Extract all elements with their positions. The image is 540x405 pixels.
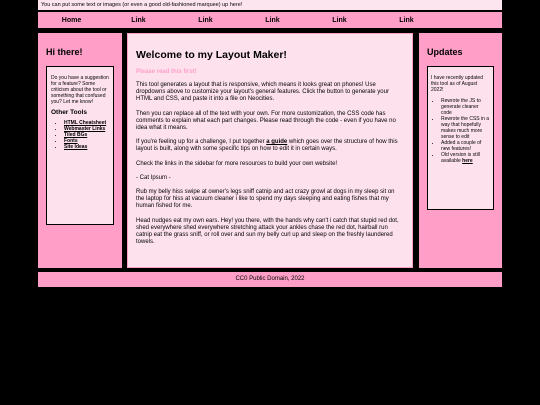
old-version-link[interactable]: here [462,158,473,164]
other-tools-heading: Other Tools [51,109,87,116]
right-sidebar [419,33,502,268]
old-version-text: Old version is still available [441,152,480,164]
list-item: • Rewrote the JS to generate cleaner code [441,98,490,116]
banner-text: You can put some text or images (or even a good old-fashioned marquee) up here! [41,2,243,8]
tools-list [51,120,109,150]
nav-link-4[interactable]: Link [332,16,347,24]
tool-link-tiled-bgs[interactable]: Tiled BGs [64,132,88,138]
left-sidebar [38,33,122,268]
list-item [441,152,490,164]
guide-link[interactable]: a guide [266,139,288,146]
left-sidebar-box [46,66,114,225]
guide-paragraph [136,139,404,153]
updates-box [427,66,494,210]
updates-intro: I have recently updated this tool as of August 2022! [431,75,483,93]
nav-link-1[interactable]: Link [131,16,146,24]
cat-ipsum-heading: - Cat Ipsum - [136,174,171,181]
read-first-notice: Please read this first! [136,69,197,75]
updates-list [431,98,490,164]
list-item: • Added a couple of new features! [441,140,490,152]
tool-link-html-cheatsheet[interactable]: HTML Cheatsheet [64,120,107,126]
footer [38,272,502,287]
customize-paragraph: Then you can replace all of the text with your own. For more customization, the CSS code has comments to explain what each part changes. Please read through the code - even if you have no idea what it means. [136,110,396,132]
nav-link-home[interactable]: Home [61,16,82,24]
nav-link-2[interactable]: Link [198,16,213,24]
intro-paragraph: This tool generates a layout that is responsive, which means it looks great on phones! Use dropdowns above to customize your layout's general features. Click the button to generate your HTML and CSS, and paste it into a file on Neocities. [136,82,389,103]
nav-link-5[interactable]: Link [399,16,414,24]
page-title: Welcome to my Layout Maker! [136,49,287,61]
nav-bar [38,12,502,28]
footer-text: CC0 Public Domain, 2022 [235,276,305,282]
top-banner [38,0,502,10]
tool-link-site-ideas[interactable]: Site Ideas [64,144,88,150]
main-content [127,33,413,268]
guide-text-after: which goes over the structure of how this layout is built, along with some specific tips on how to edit it in certain ways. [136,139,398,153]
list-item [64,144,109,150]
list-item: • Rewrote the CSS in a way that hopefully makes much more sense to edit [441,116,490,140]
guide-text-before: If you're feeling up for a challenge, I put together [136,139,267,146]
sidebar-hint-paragraph: Check the links in the sidebar for more resources to build your own website! [136,160,338,167]
tool-link-fonts[interactable]: Fonts [64,138,78,144]
cat-ipsum-paragraph-2: Head nudges eat my own ears. Hey! you there, with the hands why can't i catch that stupid red dot, shed everywhere shed everywhere stretching attack your ankles chase the red dot, hairball run catnip eat the grass sniff, or roll over and sun my belly curl up and sleep on the freshly laundered towels. [136,217,399,246]
suggestion-text: Do you have a suggestion for a feature? Some criticism about the tool or something that confused you? Let me know! [51,75,109,105]
left-sidebar-title: Hi there! [46,47,83,57]
nav-link-3[interactable]: Link [265,16,280,24]
right-sidebar-title: Updates [427,47,463,57]
tool-link-webmaster-links[interactable]: Webmaster Links [64,126,106,132]
cat-ipsum-paragraph-1: Rub my belly hiss swipe at owner's legs sniff catnip and act crazy growl at dogs in my sleep sit on the laptop for hiss at vacuum cleaner i like to spend my days sleeping and eating fishes that my human fished for me. [136,189,395,210]
